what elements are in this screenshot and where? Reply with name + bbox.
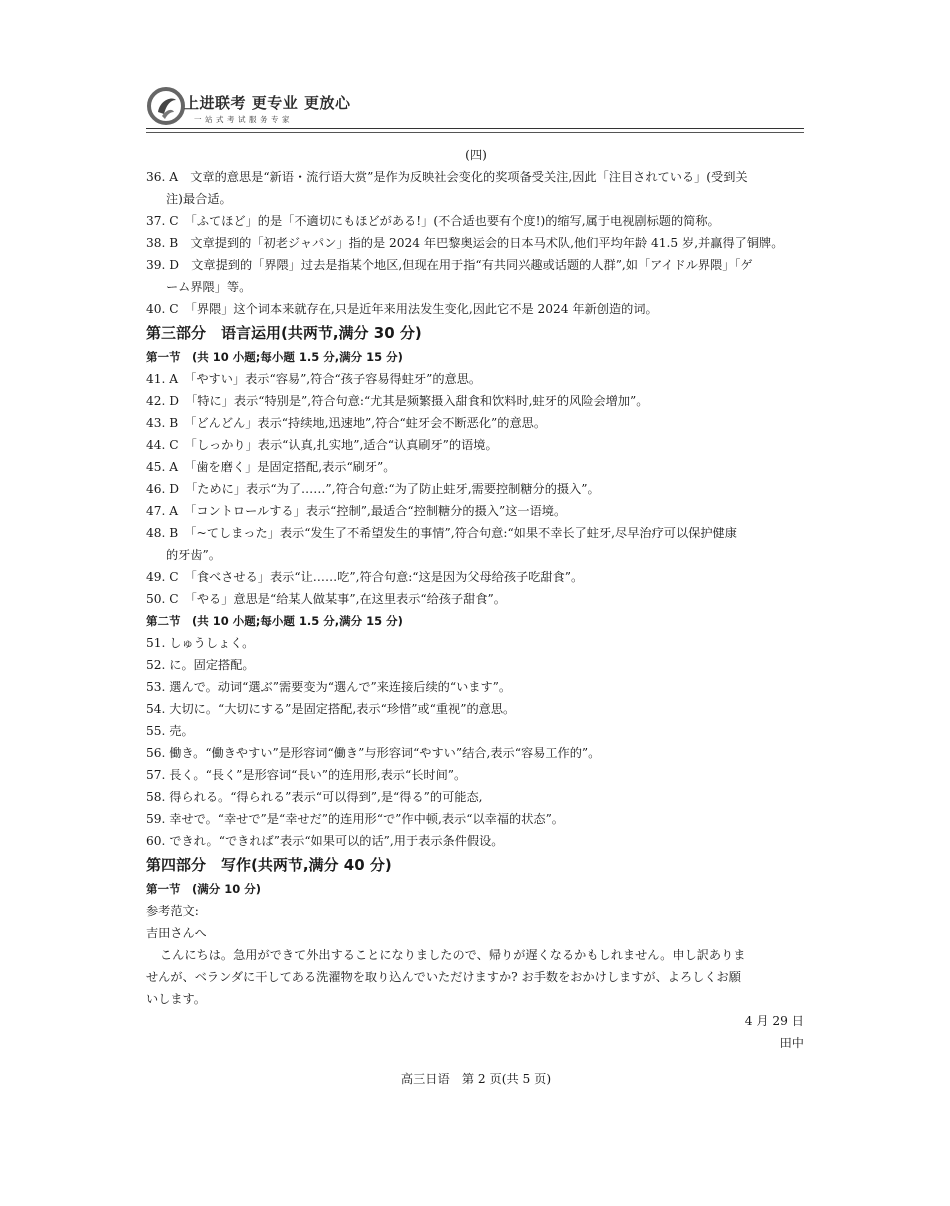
answer-44: 44. C 「しっかり」表示“认真,扎实地”,适合“认真刷牙”的语境。 — [146, 438, 498, 452]
part3-section1-title: 第一节 (共 10 小题;每小题 1.5 分,满分 15 分) — [146, 350, 403, 364]
brand-subtitle: 一站式考试服务专家 — [194, 115, 293, 124]
answer-53: 53. 選んで。动词“選ぶ”需要变为“選んで”来连接后续的“います”。 — [146, 680, 512, 694]
answer-42: 42. D 「特に」表示“特别是”,符合句意:“尤其是频繁摄入甜食和饮料时,蛀牙的风险会增加”。 — [146, 394, 649, 408]
answer-39-cont: ーム界隈」等。 — [166, 280, 252, 294]
answer-57: 57. 長く。“長く”是形容词“長い”的连用形,表示“长时间”。 — [146, 768, 467, 782]
answer-38: 38. B 文章提到的「初老ジャパン」指的是 2024 年巴黎奥运会的日本马术队,他们平均年龄 41.5 岁,并赢得了铜牌。 — [146, 236, 784, 250]
letter-body-line-3: いします。 — [146, 992, 206, 1006]
part3-section2-answers — [146, 632, 806, 852]
answer-45: 45. A 「歯を磨く」是固定搭配,表示“刷牙”。 — [146, 460, 396, 474]
letter-salutation: 吉田さんへ — [146, 926, 207, 940]
answer-48: 48. B 「~てしまった」表示“发生了不希望发生的事情”,符合句意:“如果不幸长了蛀牙,尽早治疗可以保护健康 — [146, 526, 737, 540]
answer-41: 41. A 「やすい」表示“容易”,符合“孩子容易得蛀牙”的意思。 — [146, 372, 482, 386]
header-rule — [146, 128, 804, 129]
part3-section2-title: 第二节 (共 10 小题;每小题 1.5 分,满分 15 分) — [146, 614, 403, 628]
sample-label: 参考范文: — [146, 904, 199, 918]
letter-date: 4 月 29 日 — [744, 1014, 804, 1028]
answer-50: 50. C 「やる」意思是“给某人做某事”,在这里表示“给孩子甜食”。 — [146, 592, 506, 606]
page-footer: 高三日语 第 2 页(共 5 页) — [400, 1072, 552, 1086]
part3-title: 第三部分 语言运用(共两节,满分 30 分) — [146, 324, 422, 342]
answer-46: 46. D 「ために」表示“为了……”,符合句意:“为了防止蛀牙,需要控制糖分的摄入”。 — [146, 482, 600, 496]
answer-59: 59. 幸せで。“幸せで”是“幸せだ”的连用形“で”作中顿,表示“以幸福的状态”。 — [146, 812, 564, 826]
answer-51: 51. しゅうしょく。 — [146, 636, 255, 650]
answer-content — [146, 144, 806, 1054]
brand-name: 上进联考 更专业 更放心 — [184, 94, 351, 112]
answer-36-cont: 注)最合适。 — [166, 192, 232, 206]
answer-48-cont: 的牙齿”。 — [166, 548, 221, 562]
answer-49: 49. C 「食べさせる」表示“让……吃”,符合句意:“这是因为父母给孩子吃甜食”。 — [146, 570, 584, 584]
answer-52: 52. に。固定搭配。 — [146, 658, 255, 672]
answer-40: 40. C 「界隈」这个词本来就存在,只是近年来用法发生变化,因此它不是 2024 年新创造的词。 — [146, 302, 658, 316]
answer-58: 58. 得られる。“得られる”表示“可以得到”,是“得る”的可能态, — [146, 790, 483, 804]
section-title: (四) — [465, 148, 487, 162]
answer-37: 37. C 「ふてほど」的是「不適切にもほどがある!」(不合适也要有个度!)的缩写,属于电视剧标题的简称。 — [146, 214, 720, 228]
answer-54: 54. 大切に。“大切にする”是固定搭配,表示“珍惜”或“重视”的意思。 — [146, 702, 516, 716]
part3-section1-answers — [146, 368, 806, 610]
letter-signature: 田中 — [779, 1036, 804, 1050]
answer-55: 55. 売。 — [146, 724, 194, 738]
reading-answers — [146, 166, 806, 320]
part4-title: 第四部分 写作(共两节,满分 40 分) — [146, 856, 392, 874]
answer-60: 60. できれ。“できれば”表示“如果可以的话”,用于表示条件假设。 — [146, 834, 504, 848]
answer-39: 39. D 文章提到的「界隈」过去是指某个地区,但现在用于指“有共同兴趣或话题的人群”,如「アイドル界隈」「ゲ — [146, 258, 753, 272]
answer-43: 43. B 「どんどん」表示“持续地,迅速地”,符合“蛀牙会不断恶化”的意思。 — [146, 416, 547, 430]
brand-logo-icon — [146, 86, 186, 126]
answer-36: 36. A 文章的意思是“新语・流行语大赏”是作为反映社会变化的奖项备受关注,因此「注目されている」(受到关 — [146, 170, 748, 184]
letter-body-line-2: せんが、ベランダに干してある洗濯物を取り込んでいただけますか? お手数をおかけしますが、よろしくお願 — [146, 970, 741, 984]
letter-body-line-1: こんにちは。急用ができて外出することになりましたので、帰りが遅くなるかもしれません。申し訳ありま — [160, 948, 746, 962]
header-rule-thin — [146, 132, 804, 133]
part4-section1-title: 第一节 (满分 10 分) — [146, 882, 262, 896]
answer-47: 47. A 「コントロールする」表示“控制”,最适合“控制糖分的摄入”这一语境。 — [146, 504, 567, 518]
answer-56: 56. 働き。“働きやすい”是形容词“働き”与形容词“やすい”结合,表示“容易工作的”。 — [146, 746, 601, 760]
